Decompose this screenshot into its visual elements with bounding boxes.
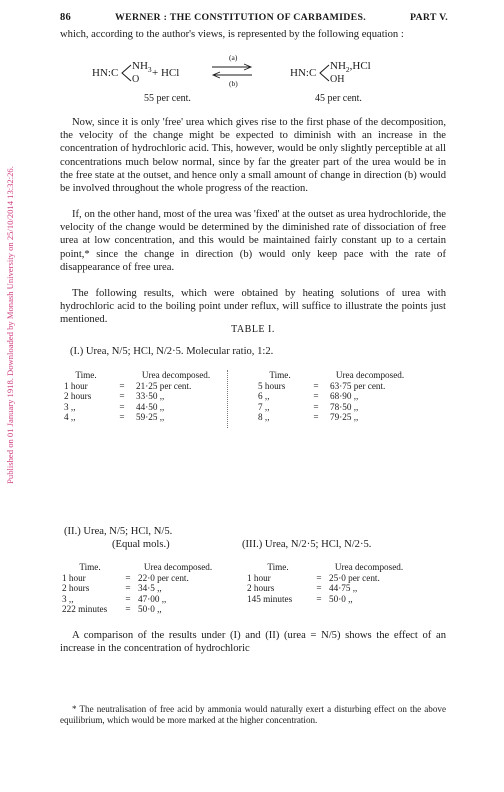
table-section-3 [247, 562, 409, 604]
table-header-row [64, 370, 216, 381]
table-row: 2 hours = 33·50 ,, [64, 391, 165, 402]
eq-plus-hcl: + HCl [152, 67, 180, 79]
part-label: PART V. [409, 12, 448, 23]
intro-text: which, according to the author's views, is represented by the following equation : [60, 29, 404, 40]
table-row: 145 minutes = 50·0 ,, [247, 593, 353, 604]
eq-right-bracket [318, 63, 330, 83]
eq-right-percent: 45 per cent. [315, 93, 362, 104]
col-header-time: Time. [75, 370, 97, 380]
table-row: 2 hours = 44·75 ,, [247, 583, 358, 594]
table-row: 8 ,, = 79·25 ,, [258, 412, 359, 423]
table-header-row [62, 562, 218, 573]
col-header-decomposed: Urea decomposed. [141, 370, 211, 380]
page-number: 86 [60, 12, 72, 23]
col-header-decomposed: Urea decomposed. [334, 562, 404, 572]
table-row: 7 ,, = 78·50 ,, [258, 401, 359, 412]
eq-left-o: O [132, 74, 140, 85]
table-row: 2 hours = 34·5 ,, [62, 583, 162, 594]
eq-left-nh3: $NH_3$ [132, 60, 152, 75]
table-row: 4 ,, = 59·25 ,, [64, 412, 165, 423]
section-2-label: (II.) Urea, N/5; HCl, N/5. [64, 526, 173, 537]
eq-left-bracket [120, 63, 132, 83]
paragraph-2: If, on the other hand, most of the urea was 'fixed' at the outset as urea hydrochloride, the velocity of the change would be determined by the diminished rate of dissociation of free urea at low concentration, and this would be maintained fairly constant up to a certain point,* since the change in direction (b) would only keep pace with the rate of disappearance of free urea. [60, 209, 446, 273]
table-header-row [258, 370, 410, 381]
table-row: 3 ,, = 44·50 ,, [64, 401, 165, 412]
eq-arrow-b-label: (b) [229, 79, 238, 88]
running-header [60, 12, 448, 23]
eq-left-hn: HN:C [92, 67, 119, 79]
eq-right-nh2hcl: $NH_2,HCl$ [330, 60, 371, 75]
col-header-time: Time. [267, 562, 289, 572]
table-row: 3 ,, = 47·00 ,, [62, 593, 167, 604]
table-row: 6 ,, = 68·90 ,, [258, 391, 359, 402]
table-header-row [247, 562, 409, 573]
table-row: 222 minutes = 50·0 ,, [62, 604, 162, 615]
paragraph-1: Now, since it is only 'free' urea which gives rise to the first phase of the decomposition, the velocity of the change might be expected to diminish with an increase in the concentration of hydrochloric acid. This, however, would be only slightly perceptible at all concentrations much below normal, since by far the greater part of the urea would be in the free state at the outset, and hence only a small amount of change in direction (b) would be involved throughout the whole progress of the reaction. [60, 117, 446, 195]
paragraph-4: A comparison of the results under (I) and (II) (urea = N/5) shows the effect of an increase in the concentration of hydrochloric [60, 630, 446, 655]
col-header-time: Time. [79, 562, 101, 572]
table-section-2 [62, 562, 218, 615]
eq-arrow-a-label: (a) [229, 53, 238, 62]
eq-left-percent: 55 per cent. [144, 93, 191, 104]
footnote: * The neutralisation of free acid by ammonia would naturally exert a disturbing effect on the above equilibrium, which would be more marked at the higher concentration. [60, 704, 446, 726]
publication-notice: Published on 01 January 1918. Downloaded by Monash University on 25/10/2014 13:32:26. [5, 166, 15, 484]
section-2-sublabel: (Equal mols.) [112, 539, 170, 550]
section-3-label: (III.) Urea, N/2·5; HCl, N/2·5. [242, 539, 372, 550]
col-header-decomposed: Urea decomposed. [143, 562, 213, 572]
table-section-1-right [258, 370, 410, 423]
eq-right-hn: HN:C [290, 67, 317, 79]
section-1-label: (I.) Urea, N/5; HCl, N/2·5. Molecular ratio, 1:2. [70, 346, 274, 357]
table-row: 1 hour = 22·0 per cent. [62, 572, 189, 583]
table-section-1-left [64, 370, 216, 423]
table-row: 5 hours = 63·75 per cent. [258, 380, 386, 391]
table-row: 1 hour = 25·0 per cent. [247, 572, 380, 583]
eq-right-oh: OH [330, 74, 345, 85]
equilibrium-arrows-icon [210, 63, 254, 79]
table-row: 1 hour = 21·25 per cent. [64, 380, 192, 391]
col-header-time: Time. [269, 370, 291, 380]
paragraph-3: The following results, which were obtained by heating solutions of urea with hydrochloric acid to the boiling point under reflux, will suffice to illustrate the points just mentioned. [60, 288, 446, 326]
chemical-equation [60, 50, 446, 110]
running-title: WERNER : THE CONSTITUTION OF CARBAMIDES. [115, 12, 367, 23]
table-caption: TABLE I. [231, 324, 275, 335]
col-header-decomposed: Urea decomposed. [335, 370, 405, 380]
column-divider [227, 370, 228, 428]
